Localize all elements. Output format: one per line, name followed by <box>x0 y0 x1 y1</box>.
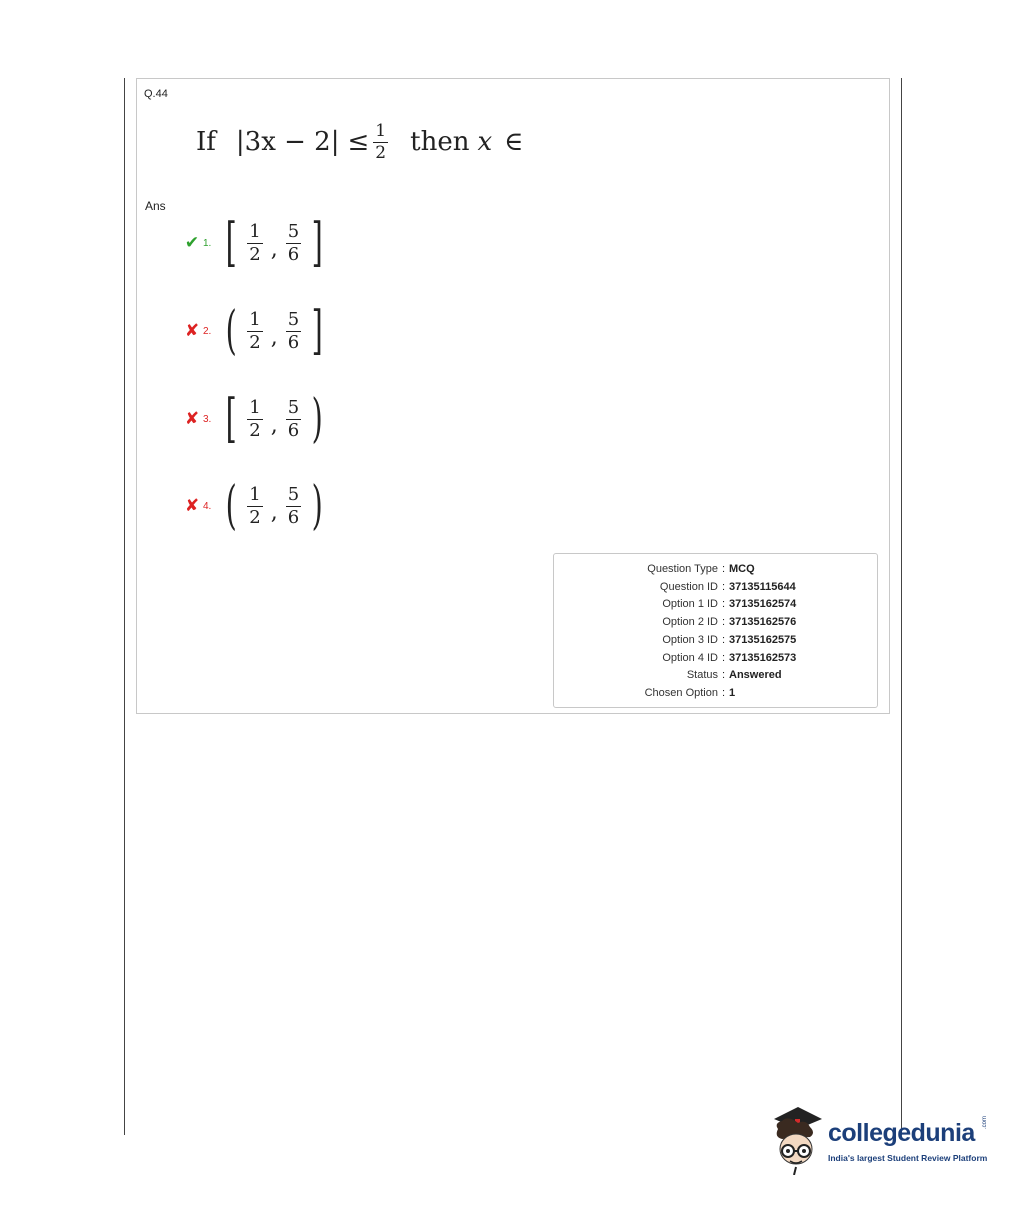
logo-suffix: .com <box>982 1115 988 1129</box>
info-row <box>554 598 877 616</box>
info-row <box>554 652 877 670</box>
option-interval <box>221 389 328 449</box>
upper-denominator: 6 <box>287 243 300 265</box>
option-number: 4. <box>203 500 212 512</box>
info-separator: : <box>721 563 726 575</box>
info-key: Option 1 ID <box>662 598 718 611</box>
info-value: 37135115644 <box>729 580 796 593</box>
option-number: 3. <box>203 413 212 425</box>
collegedunia-logo <box>768 1105 993 1175</box>
info-separator: : <box>721 598 726 611</box>
info-row <box>554 634 877 652</box>
info-row <box>554 687 877 705</box>
right-bracket: ) <box>311 476 323 536</box>
upper-numerator: 5 <box>287 220 300 242</box>
info-row <box>554 581 877 599</box>
lower-bound-fraction <box>247 483 262 528</box>
lower-bound-fraction <box>247 396 262 441</box>
question-text <box>196 112 523 172</box>
upper-denominator: 6 <box>287 331 300 353</box>
info-value: Answered <box>729 669 782 682</box>
question-element-of: ∈ <box>504 127 524 157</box>
info-key: Option 4 ID <box>662 651 718 664</box>
option-interval <box>221 476 328 536</box>
question-if: If <box>196 127 216 157</box>
cross-icon: ✘ <box>184 496 200 515</box>
info-value: 37135162574 <box>729 598 797 611</box>
option-number: 2. <box>203 325 212 337</box>
right-bracket: ] <box>311 213 323 273</box>
info-key: Question Type <box>647 563 718 575</box>
info-row <box>554 616 877 634</box>
info-value: 1 <box>729 686 736 699</box>
option-3 <box>184 388 328 450</box>
question-then: then <box>410 127 470 157</box>
option-interval <box>221 301 328 361</box>
left-bracket: ( <box>225 301 237 361</box>
info-key: Question ID <box>659 580 718 593</box>
upper-bound-fraction <box>286 308 301 353</box>
lower-numerator: 1 <box>249 396 261 418</box>
upper-denominator: 6 <box>287 419 300 441</box>
right-bracket: ] <box>311 301 323 361</box>
question-abs-expression: |3x − 2| <box>235 127 340 157</box>
lower-numerator: 1 <box>249 220 261 242</box>
info-key: Option 3 ID <box>662 633 718 646</box>
right-bracket: ) <box>311 389 323 449</box>
lower-bound-fraction <box>247 220 262 265</box>
info-separator: : <box>721 651 726 664</box>
left-bracket: ( <box>225 476 237 536</box>
option-4 <box>184 475 328 537</box>
info-row <box>554 563 877 581</box>
info-value: MCQ <box>729 563 755 575</box>
option-interval <box>221 213 328 273</box>
upper-bound-fraction <box>286 220 301 265</box>
lower-denominator: 2 <box>249 331 261 353</box>
check-icon: ✔ <box>184 233 200 252</box>
left-bracket: [ <box>225 213 237 273</box>
interval-comma: , <box>270 499 278 525</box>
question-number: Q.44 <box>144 88 168 100</box>
interval-comma: , <box>270 324 278 350</box>
info-value: 37135162573 <box>729 651 797 664</box>
upper-bound-fraction <box>286 396 301 441</box>
question-fraction <box>373 120 388 163</box>
info-separator: : <box>721 686 726 699</box>
cross-icon: ✘ <box>184 409 200 428</box>
logo-tagline: India's largest Student Review Platform <box>828 1153 988 1163</box>
lower-denominator: 2 <box>249 506 261 528</box>
logo-wordmark: collegedunia <box>828 1119 975 1147</box>
info-value: 37135162575 <box>729 633 797 646</box>
fraction-denominator: 2 <box>375 142 387 163</box>
fraction-numerator: 1 <box>375 120 387 141</box>
upper-numerator: 5 <box>287 308 300 330</box>
info-value: 37135162576 <box>729 616 797 629</box>
lower-denominator: 2 <box>249 243 261 265</box>
question-leq-symbol: ≤ <box>347 127 370 157</box>
lower-bound-fraction <box>247 308 262 353</box>
info-separator: : <box>721 580 726 593</box>
upper-bound-fraction <box>286 483 301 528</box>
answer-label: Ans <box>145 199 166 213</box>
upper-numerator: 5 <box>287 396 300 418</box>
lower-denominator: 2 <box>249 419 261 441</box>
info-key: Chosen Option <box>644 686 718 699</box>
info-key: Option 2 ID <box>662 616 718 629</box>
info-separator: : <box>721 616 726 629</box>
upper-denominator: 6 <box>287 506 300 528</box>
info-row <box>554 669 877 687</box>
mascot-logo-icon <box>768 1105 824 1175</box>
question-info-box <box>553 553 878 708</box>
right-margin-line <box>901 78 902 1135</box>
lower-numerator: 1 <box>249 483 261 505</box>
info-separator: : <box>721 669 726 682</box>
lower-numerator: 1 <box>249 308 261 330</box>
info-key: Status <box>686 669 718 682</box>
info-separator: : <box>721 633 726 646</box>
interval-comma: , <box>270 412 278 438</box>
upper-numerator: 5 <box>287 483 300 505</box>
left-margin-line <box>124 78 125 1135</box>
option-2 <box>184 300 328 362</box>
option-1 <box>184 212 328 274</box>
option-number: 1. <box>203 237 212 249</box>
cross-icon: ✘ <box>184 321 200 340</box>
left-bracket: [ <box>225 389 237 449</box>
question-variable: x <box>477 127 493 157</box>
interval-comma: , <box>270 236 278 262</box>
